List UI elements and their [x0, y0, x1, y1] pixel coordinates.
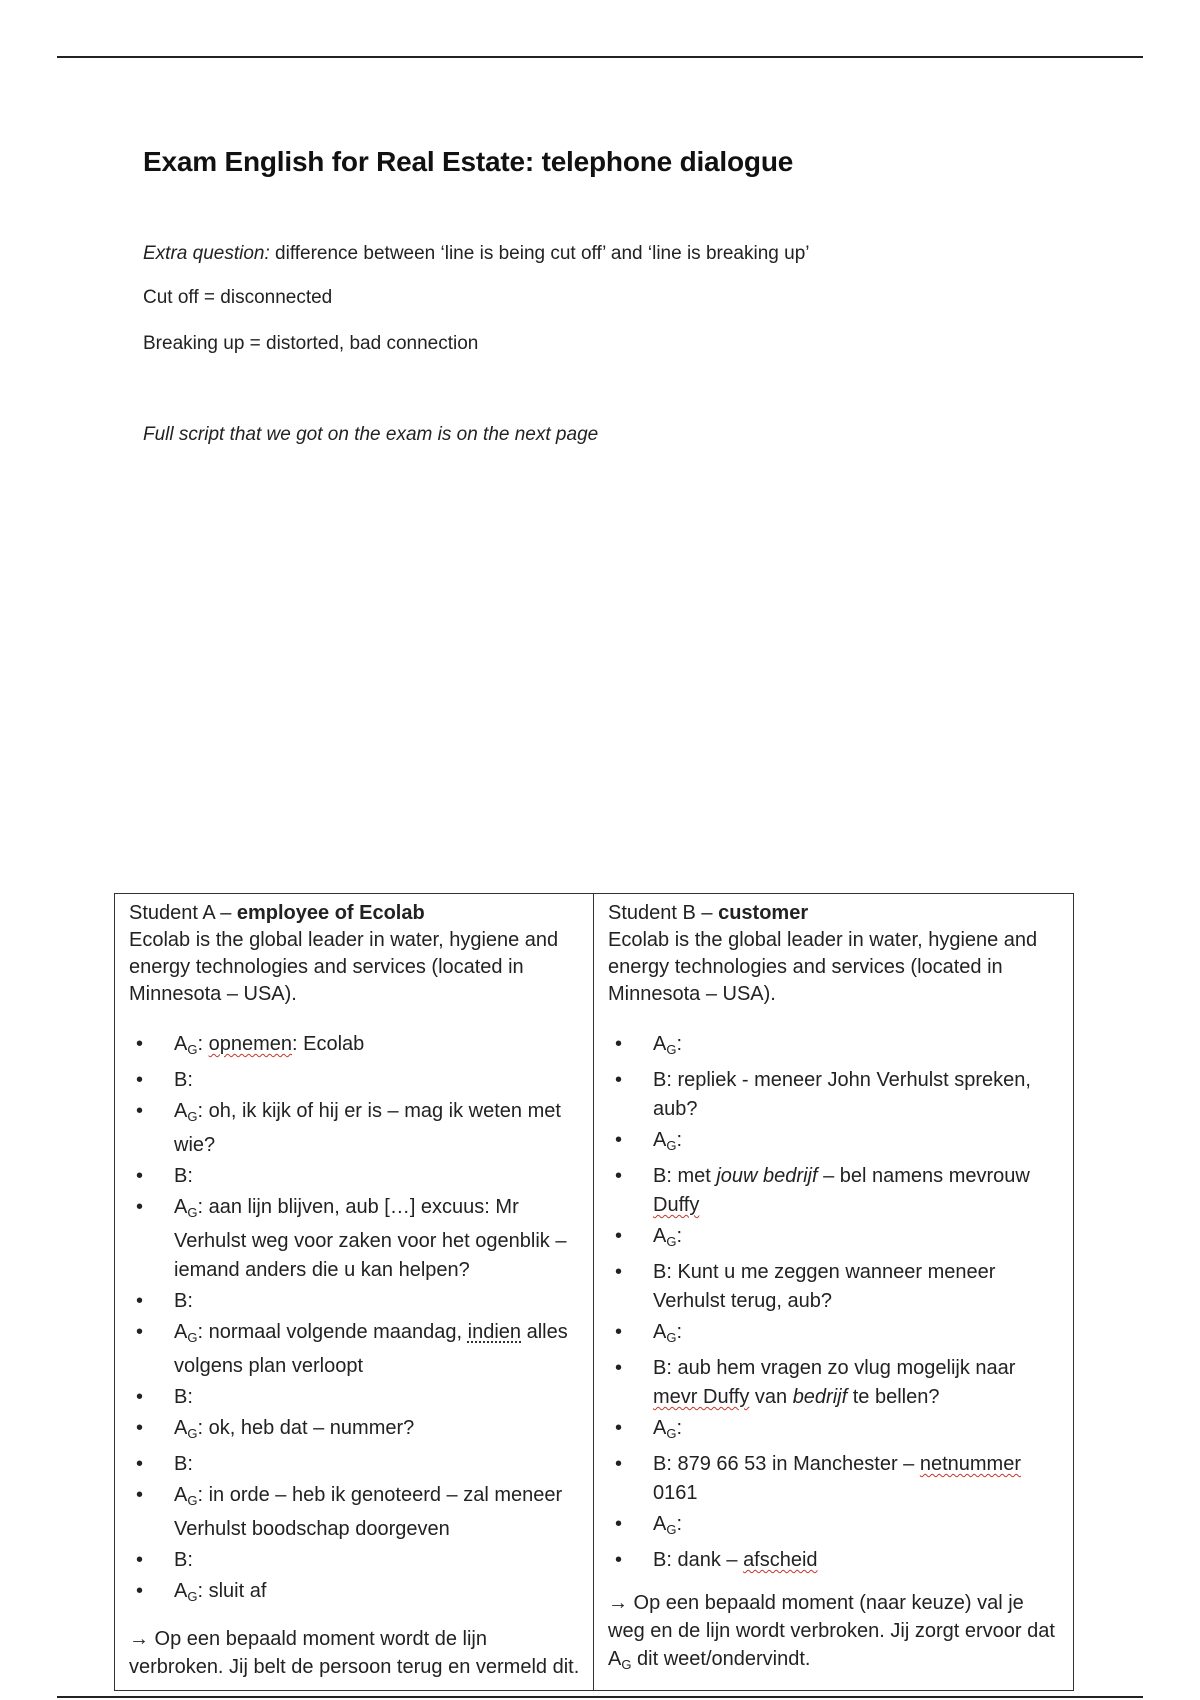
- list-item: • B: met jouw bedrijf – bel namens mevrouw Duffy: [653, 1162, 1065, 1220]
- list-item: • B: repliek - meneer John Verhulst spreken, aub?: [653, 1066, 1065, 1124]
- list-item: • B: aub hem vragen zo vlug mogelijk naar mevr Duffy van bedrijf te bellen?: [653, 1354, 1065, 1412]
- extra-question-text: difference between ‘line is being cut off’ and ‘line is breaking up’: [269, 243, 810, 264]
- list-item: • B:: [174, 1066, 585, 1095]
- list-item: • $A_G$:: [653, 1414, 1065, 1448]
- dialogue-table: [114, 893, 1074, 1691]
- list-item: • $A_G$:: [653, 1510, 1065, 1544]
- list-item: • $A_G$:: [653, 1030, 1065, 1064]
- list-item: • $A_G$: normaal volgende maandag, indien alles volgens plan verloopt: [174, 1318, 585, 1381]
- footer-rule: [57, 1696, 1143, 1698]
- list-item: • B:: [174, 1287, 585, 1316]
- list-item: • $A_G$: in orde – heb ik genoteerd – zal meneer Verhulst boodschap doorgeven: [174, 1481, 585, 1544]
- list-item: • B:: [174, 1546, 585, 1575]
- list-item: • $A_G$: aan lijn blijven, aub […] excuus: Mr Verhulst weg voor zaken voor het ogenblik – iemand anders die u kan helpen?: [174, 1193, 585, 1285]
- student-a-closing-note: → Op een bepaald moment wordt de lijn verbroken. Jij belt de persoon terug en vermeld dit.: [129, 1628, 580, 1678]
- list-item: • $A_G$:: [653, 1222, 1065, 1256]
- header-rule: [57, 56, 1143, 58]
- student-b-role: customer: [718, 902, 809, 924]
- student-b-heading: Student B – customer: [608, 902, 809, 924]
- cut-off-definition: Cut off = disconnected: [143, 287, 333, 308]
- student-a-steps: [129, 1030, 585, 1611]
- list-item: • $A_G$: oh, ik kijk of hij er is – mag ik weten met wie?: [174, 1097, 585, 1160]
- list-item: • B: Kunt u me zeggen wanneer meneer Verhulst terug, aub?: [653, 1258, 1065, 1316]
- student-a-intro: Ecolab is the global leader in water, hygiene and energy technologies and services (located in Minnesota – USA).: [129, 929, 559, 1005]
- list-item: • B:: [174, 1450, 585, 1479]
- list-item: • $A_G$:: [653, 1126, 1065, 1160]
- student-b-column: [594, 894, 1073, 1690]
- breaking-up-definition: Breaking up = distorted, bad connection: [143, 333, 479, 354]
- list-item: • $A_G$: opnemen: Ecolab: [174, 1030, 585, 1064]
- student-b-closing-note: → Op een bepaald moment (naar keuze) val je weg en de lijn wordt verbroken. Jij zorgt ervoor dat $A_G$ dit weet/ondervindt.: [608, 1592, 1055, 1672]
- list-item: • B: dank – afscheid: [653, 1546, 1065, 1575]
- extra-question: [143, 243, 809, 265]
- student-a-role: employee of Ecolab: [236, 902, 425, 924]
- student-a-column: [115, 894, 594, 1690]
- list-item: • B:: [174, 1162, 585, 1191]
- list-item: • B: 879 66 53 in Manchester – netnummer 0161: [653, 1450, 1065, 1508]
- page-title: Exam English for Real Estate: telephone dialogue: [143, 146, 794, 177]
- list-item: • $A_G$:: [653, 1318, 1065, 1352]
- extra-question-label: Extra question:: [143, 243, 270, 264]
- list-item: • $A_G$: sluit af: [174, 1577, 585, 1611]
- student-b-steps: [608, 1030, 1065, 1575]
- next-page-note: Full script that we got on the exam is on the next page: [143, 424, 599, 445]
- student-b-intro: Ecolab is the global leader in water, hygiene and energy technologies and services (located in Minnesota – USA).: [608, 929, 1038, 1005]
- list-item: • B:: [174, 1383, 585, 1412]
- list-item: • $A_G$: ok, heb dat – nummer?: [174, 1414, 585, 1448]
- student-a-heading: Student A – employee of Ecolab: [129, 902, 425, 924]
